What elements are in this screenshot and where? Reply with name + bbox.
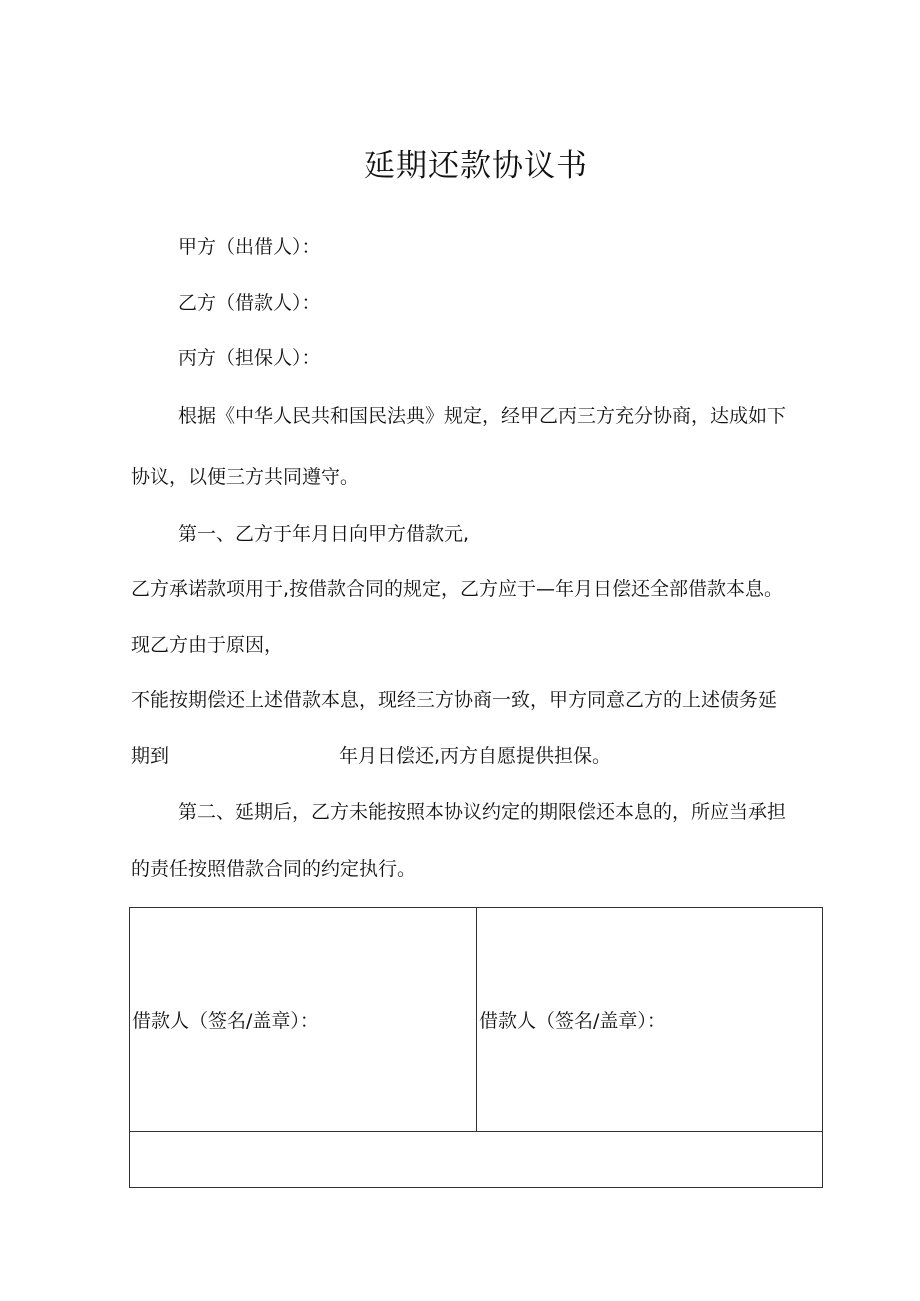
preamble-line-2: 协议，以便三方共同遵守。 (131, 466, 360, 488)
clause-1-line-3: 现乙方由于原因， (131, 634, 284, 656)
party-c-line: 丙方（担保人）： (178, 347, 321, 369)
clause-1-line-5-end: 年月日偿还,丙方自愿提供担保。 (339, 745, 612, 767)
document-title: 延期还款协议书 (364, 147, 588, 184)
signature-table-empty-row (130, 1132, 822, 1187)
clause-2-line-2: 的责任按照借款合同的约定执行。 (131, 858, 417, 880)
borrower-signature-label-right: 借款人（签名/盖章）： (479, 1010, 666, 1032)
clause-1-line-1: 第一、乙方于年月日向甲方借款元, (178, 523, 470, 545)
signature-cell-right (477, 908, 822, 1131)
clause-1-line-2: 乙方承诺款项用于,按借款合同的规定，乙方应于—年月日偿还全部借款本息。 (131, 578, 784, 600)
signature-row (130, 908, 822, 1132)
clause-1-line-4: 不能按期偿还上述借款本息，现经三方协商一致，甲方同意乙方的上述债务延 (131, 689, 778, 711)
clause-2-line-1: 第二、延期后，乙方未能按照本协议约定的期限偿还本息的，所应当承担 (178, 801, 787, 823)
clause-1-line-5-start: 期到 (131, 745, 170, 767)
signature-cell-left (130, 908, 477, 1131)
signature-table (129, 907, 823, 1188)
preamble-line-1: 根据《中华人民共和国民法典》规定，经甲乙丙三方充分协商，达成如下 (178, 405, 787, 427)
borrower-signature-label-left: 借款人（签名/盖章）： (132, 1010, 319, 1032)
party-a-line: 甲方（出借人）： (178, 236, 321, 258)
party-b-line: 乙方（借款人）： (178, 292, 321, 314)
